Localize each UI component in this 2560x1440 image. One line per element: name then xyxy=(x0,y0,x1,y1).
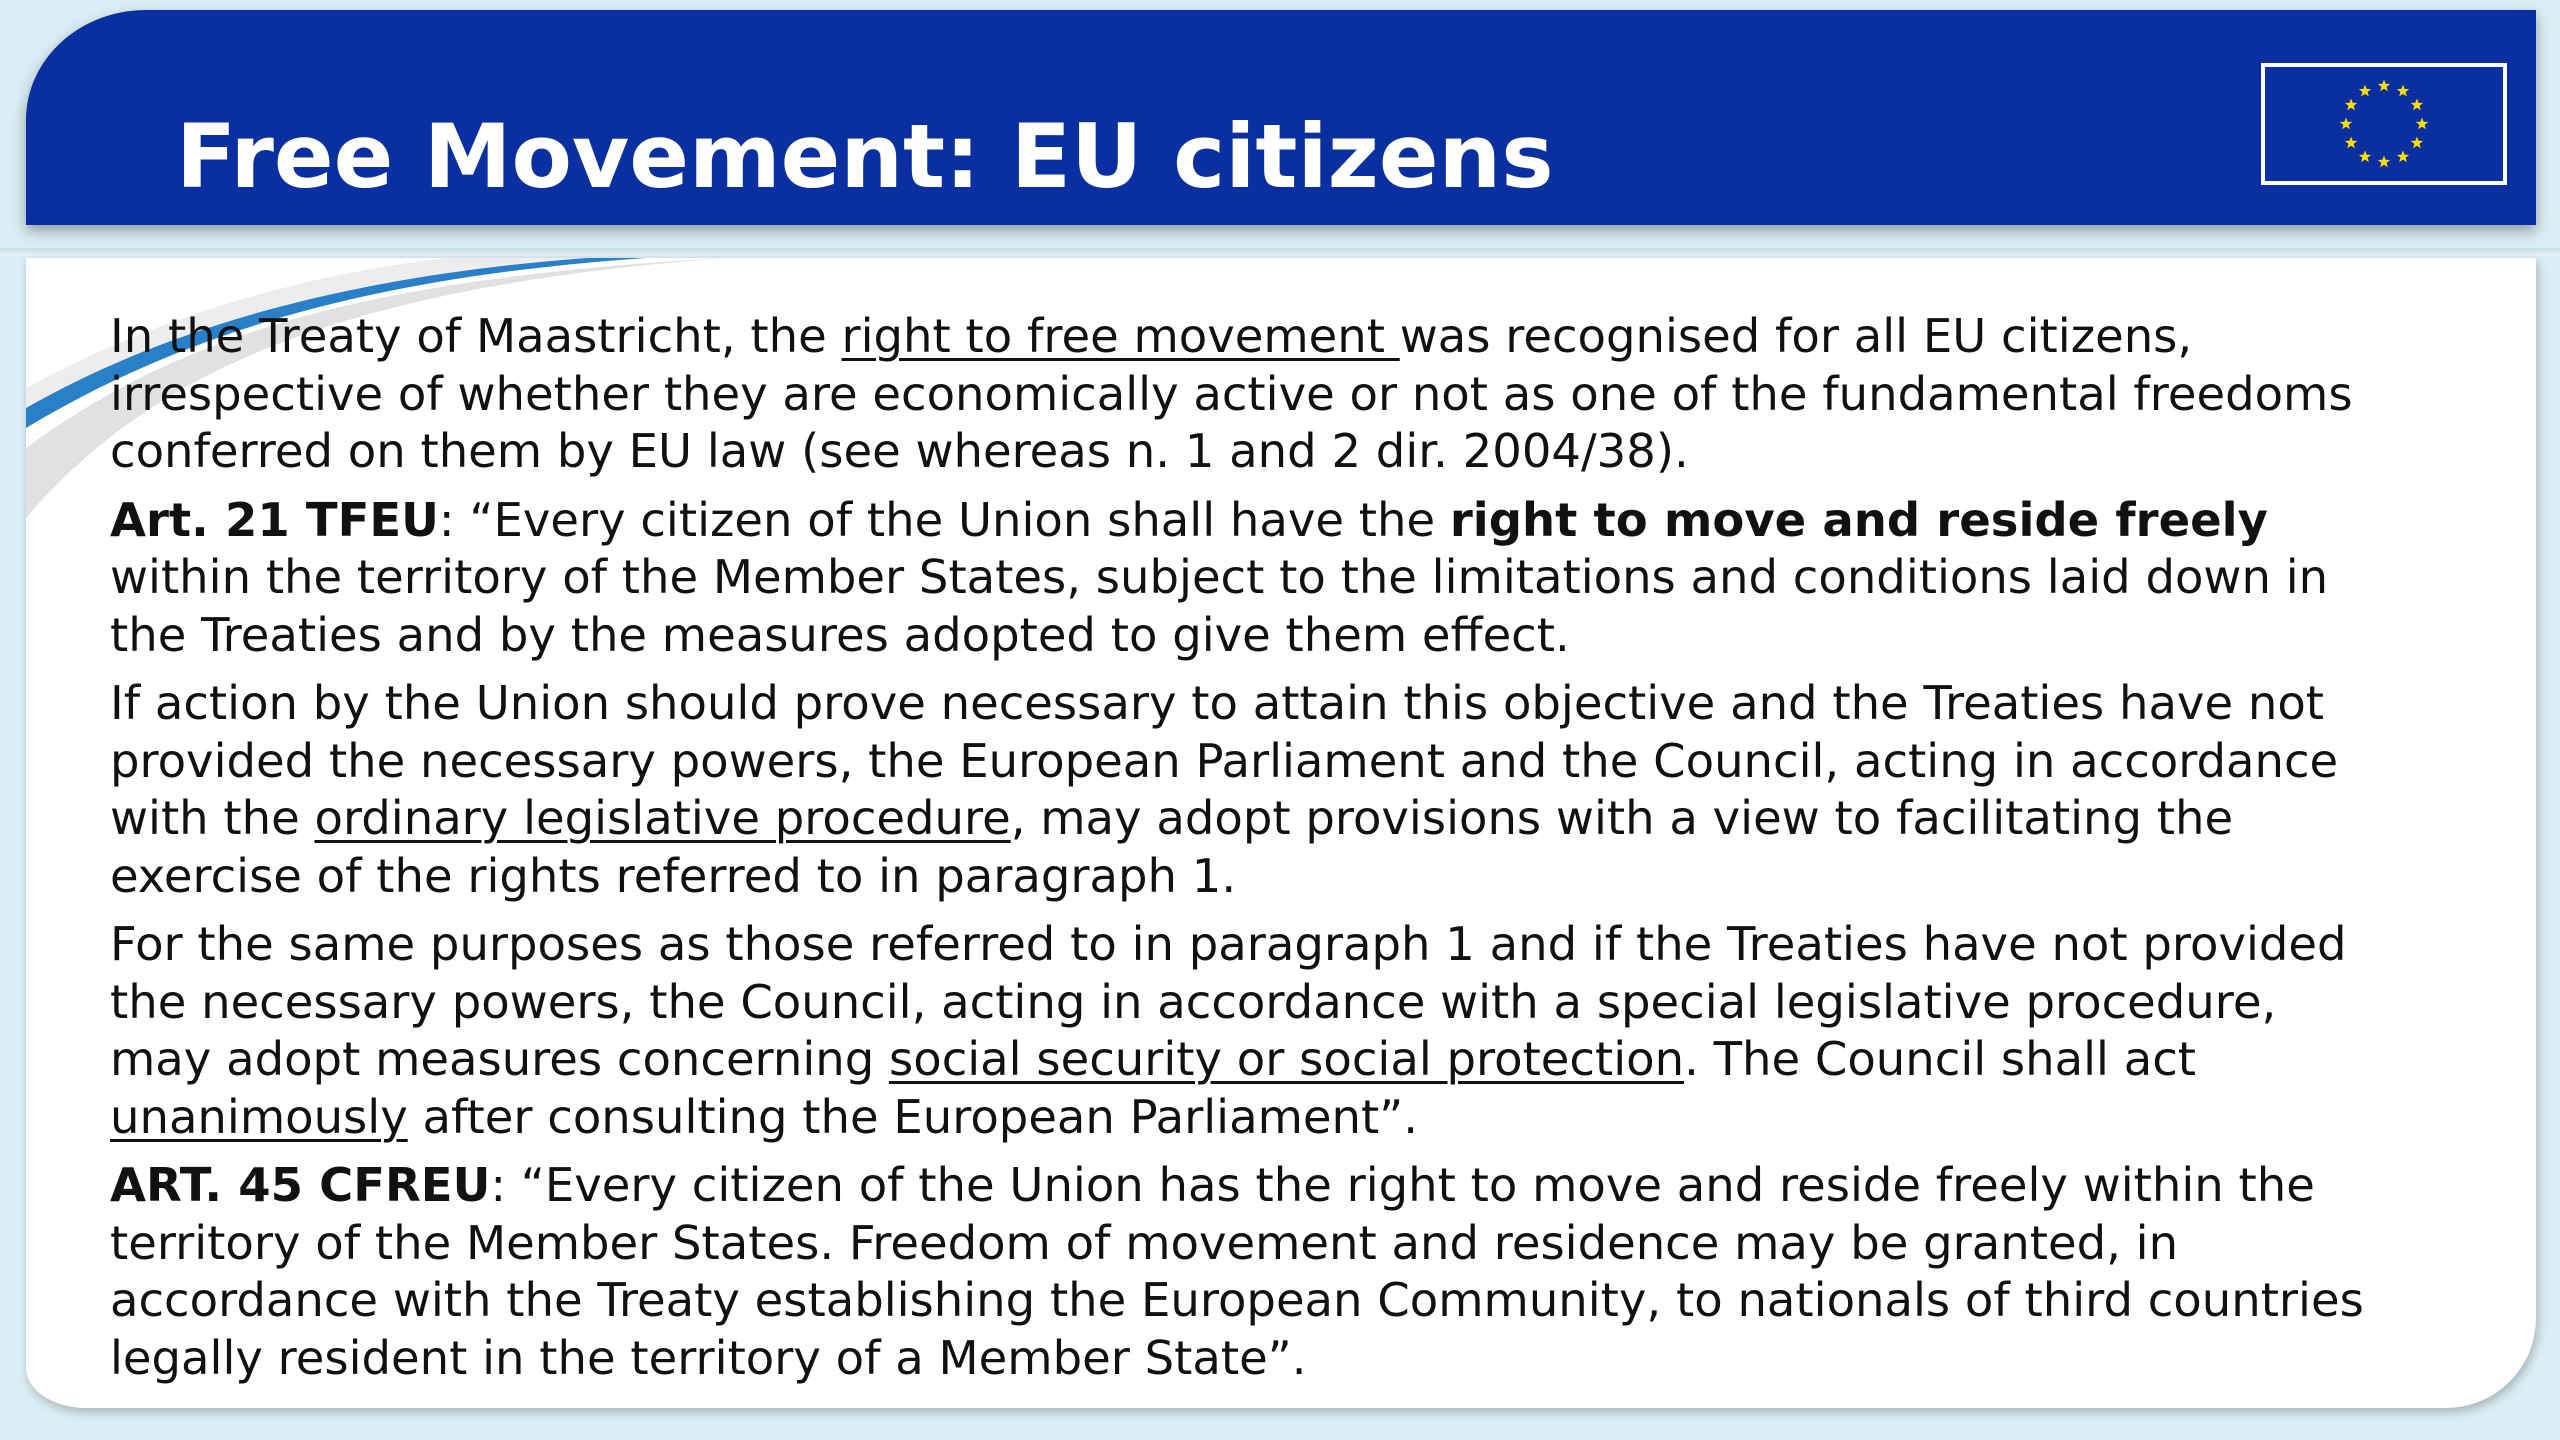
underlined-term: unanimously xyxy=(110,1089,408,1144)
flag-star xyxy=(2378,80,2390,92)
text-run: after consulting the European Parliament”. xyxy=(407,1089,1419,1144)
eu-flag-stars xyxy=(2265,67,2503,181)
text-run: , may adopt provisions with a view to facilitating the xyxy=(1010,791,2234,845)
text-run: provided the necessary powers, the European Parliament and the Council, acting in accordance xyxy=(110,733,2339,788)
text-run: the Treaties and by the measures adopted to give them effect. xyxy=(110,607,1570,662)
text-run: irrespective of whether they are economically active or not as one of the fundamental freedoms xyxy=(110,366,2353,421)
text-run: may adopt measures concerning xyxy=(110,1032,890,1086)
text-run: If action by the Union should prove necessary to attain this objective and the Treaties have not xyxy=(110,676,2324,730)
slide-title: Free Movement: EU citizens xyxy=(176,105,1554,208)
header-divider xyxy=(0,248,2560,256)
text-run: exercise of the rights referred to in paragraph 1. xyxy=(110,848,1237,903)
text-run: : “Every citizen of the Union has the right to move and reside freely within the xyxy=(490,1158,2315,1212)
text-run: with the xyxy=(110,791,315,845)
text-run: : “Every citizen of the Union shall have the xyxy=(438,492,1450,547)
text-run: accordance with the Treaty establishing the European Community, to nationals of third countries xyxy=(110,1273,2364,1327)
flag-star xyxy=(2411,137,2423,149)
text-run: conferred on them by EU law (see whereas n. 1 and 2 dir. 2004/38). xyxy=(110,424,1689,478)
flag-star xyxy=(2345,137,2357,149)
flag-star xyxy=(2378,156,2390,168)
text-run: For the same purposes as those referred to in paragraph 1 and if the Treaties have not provided xyxy=(110,917,2347,971)
flag-star xyxy=(2416,118,2428,130)
body-text xyxy=(110,308,2510,1398)
bold-term: right to move and reside freely xyxy=(1449,492,2268,547)
paragraph-social-security xyxy=(110,916,2510,1146)
underlined-term: social security or social protection xyxy=(889,1032,1685,1086)
flag-star xyxy=(2359,150,2371,162)
article-reference: Art. 21 TFEU xyxy=(110,492,439,547)
eu-flag-icon xyxy=(2261,63,2507,185)
paragraph-art-21 xyxy=(110,492,2510,665)
text-run: the necessary powers, the Council, acting in accordance with a special legislative procedure, xyxy=(110,974,2277,1029)
flag-star xyxy=(2359,85,2371,97)
flag-star xyxy=(2411,99,2423,111)
text-run: In the Treaty of Maastricht, the xyxy=(110,309,842,363)
text-run: legally resident in the territory of a Member State”. xyxy=(110,1330,1307,1385)
article-reference: ART. 45 CFREU xyxy=(110,1158,491,1212)
title-bar xyxy=(26,10,2536,225)
text-run: within the territory of the Member States, subject to the limitations and conditions laid down in xyxy=(110,550,2329,604)
flag-star xyxy=(2340,118,2352,130)
text-run: territory of the Member States. Freedom of movement and residence may be granted, in xyxy=(110,1215,2179,1270)
paragraph-art-45 xyxy=(110,1157,2510,1387)
text-run: . The Council shall act xyxy=(1684,1032,2197,1086)
text-run: was recognised for all EU citizens, xyxy=(1399,309,2193,363)
underlined-term: right to free movement xyxy=(841,309,1400,363)
flag-star xyxy=(2397,85,2409,97)
flag-star xyxy=(2397,150,2409,162)
content-panel xyxy=(26,258,2536,1408)
underlined-term: ordinary legislative procedure xyxy=(314,791,1011,845)
flag-star xyxy=(2345,99,2357,111)
paragraph-maastricht xyxy=(110,308,2510,481)
paragraph-union-action xyxy=(110,675,2510,905)
